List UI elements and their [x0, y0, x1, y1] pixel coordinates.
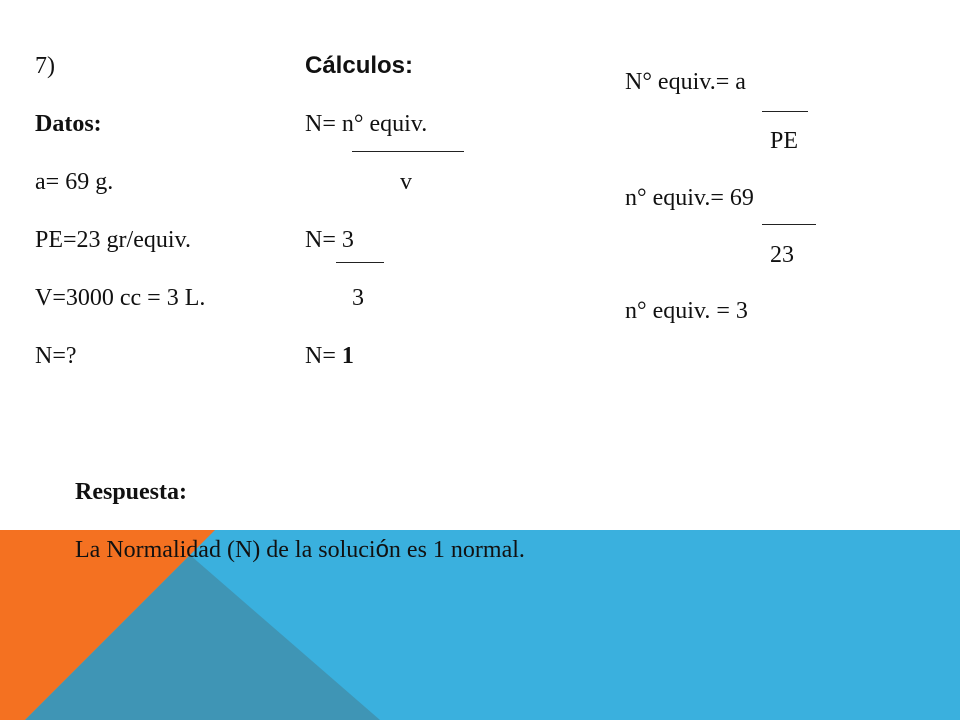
answer-heading: Respuesta:	[75, 479, 187, 505]
calculos-substitution-denominator: 3	[352, 285, 364, 311]
equiv-substitution-numerator: n° equiv.= 69	[625, 185, 754, 211]
calculos-result-prefix: N=	[305, 343, 342, 369]
equiv-substitution-denominator: 23	[770, 242, 794, 268]
calculos-formula-numerator: N= n° equiv.	[305, 111, 428, 137]
datos-line-unknown: N=?	[35, 343, 77, 369]
equiv-formula-denominator: PE	[770, 128, 799, 154]
calculos-substitution-numerator: N= 3	[305, 227, 354, 253]
problem-number: 7)	[35, 53, 55, 79]
calculos-result	[305, 342, 354, 370]
answer-text	[75, 536, 525, 564]
equiv-formula-fraction-bar	[762, 111, 808, 112]
equiv-formula-numerator: N° equiv.= a	[625, 69, 746, 95]
datos-line-volume: V=3000 cc = 3 L.	[35, 285, 206, 311]
answer-text-part1: La Normalidad (N) de la soluci	[75, 537, 376, 563]
answer-text-part2: n es 1 normal.	[388, 537, 525, 563]
equiv-result: n° equiv. = 3	[625, 298, 748, 324]
calculos-substitution-fraction-bar	[336, 262, 384, 263]
calculos-result-value: 1	[341, 343, 354, 369]
calculos-heading: Cálculos:	[305, 52, 414, 79]
equiv-substitution-fraction-bar	[762, 224, 816, 225]
datos-heading: Datos:	[35, 111, 102, 137]
datos-line-pe: PE=23 gr/equiv.	[35, 227, 191, 253]
datos-line-mass: a= 69 g.	[35, 169, 114, 195]
answer-text-accent: ó	[375, 536, 389, 563]
calculos-formula-denominator: v	[400, 169, 412, 195]
calculos-formula-fraction-bar	[352, 151, 464, 152]
